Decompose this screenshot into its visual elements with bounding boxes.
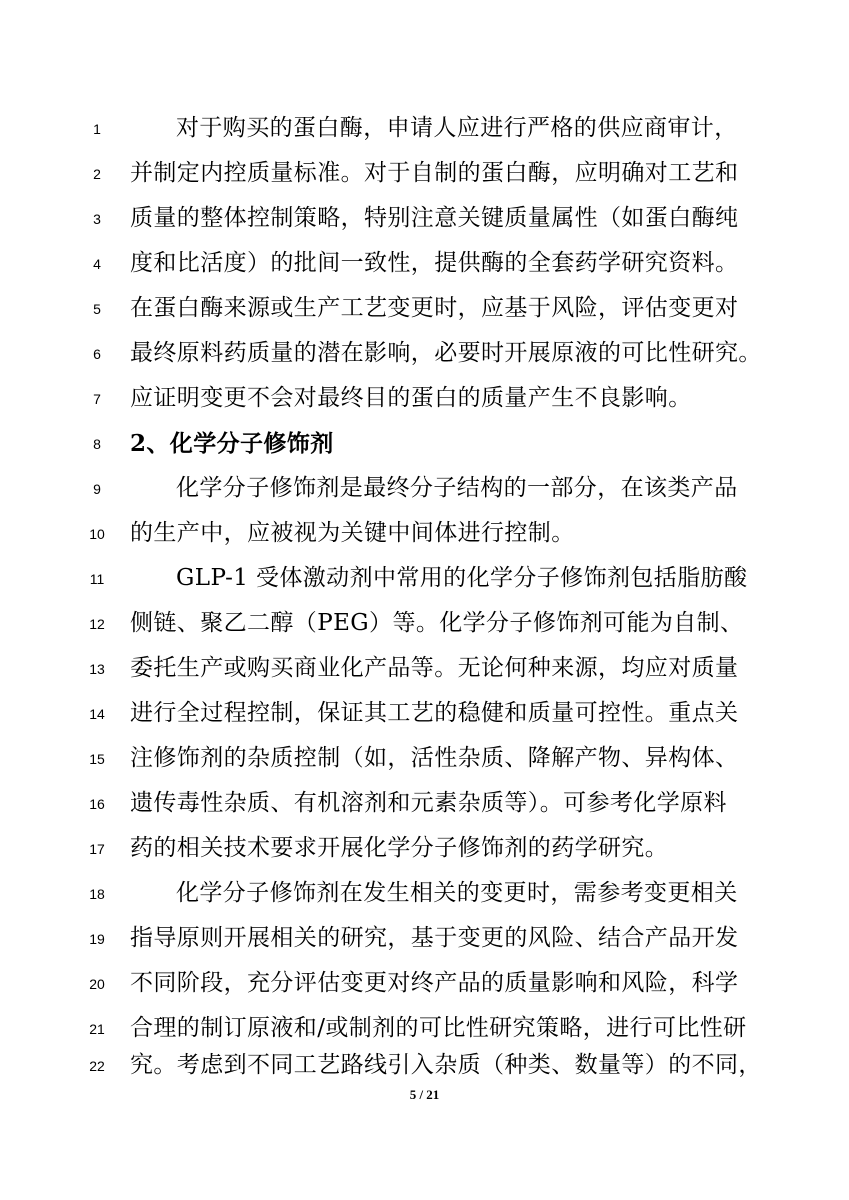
text-line	[0, 916, 849, 961]
line-number: 15	[89, 751, 105, 767]
line-number: 13	[89, 661, 105, 677]
line-number: 18	[89, 886, 105, 902]
line-text: 委托生产或购买商业化产品等。无论何种来源，均应对质量	[130, 655, 739, 681]
line-text: 质量的整体控制策略，特别注意关键质量属性（如蛋白酶纯	[130, 205, 739, 231]
line-text: 药的相关技术要求开展化学分子修饰剂的药学研究。	[130, 835, 669, 861]
text-line	[0, 871, 849, 916]
line-text: 化学分子修饰剂是最终分子结构的一部分，在该类产品	[176, 475, 738, 501]
line-number: 17	[89, 841, 105, 857]
text-line	[0, 601, 849, 646]
line-text: 化学分子修饰剂在发生相关的变更时，需参考变更相关	[176, 880, 738, 906]
line-number: 11	[89, 571, 105, 587]
line-number: 19	[89, 931, 105, 947]
section-heading: 2、化学分子修饰剂	[130, 430, 334, 457]
line-text: 注修饰剂的杂质控制（如，活性杂质、降解产物、异构体、	[130, 745, 739, 771]
text-line	[0, 736, 849, 781]
line-number: 1	[93, 121, 101, 137]
line-text: 的生产中，应被视为关键中间体进行控制。	[130, 520, 575, 546]
line-number: 8	[93, 436, 101, 452]
line-number: 14	[89, 706, 105, 722]
line-text: 究。考虑到不同工艺路线引入杂质（种类、数量等）的不同，	[130, 1052, 762, 1078]
text-line	[0, 466, 849, 511]
text-line	[0, 511, 849, 556]
text-line	[0, 781, 849, 826]
text-line	[0, 646, 849, 691]
text-line	[0, 151, 849, 196]
line-text: GLP-1 受体激动剂中常用的化学分子修饰剂包括脂肪酸	[176, 565, 748, 591]
line-number: 6	[93, 346, 101, 362]
line-number: 9	[93, 481, 101, 497]
line-text: 进行全过程控制，保证其工艺的稳健和质量可控性。重点关	[130, 700, 739, 726]
line-text: 指导原则开展相关的研究，基于变更的风险、结合产品开发	[130, 925, 739, 951]
line-number: 4	[93, 256, 101, 272]
line-text: 最终原料药质量的潜在影响，必要时开展原液的可比性研究。	[130, 340, 762, 366]
line-number: 12	[89, 616, 105, 632]
text-line	[0, 1043, 849, 1088]
line-text: 对于购买的蛋白酶，申请人应进行严格的供应商审计，	[176, 115, 738, 141]
line-text: 合理的制订原液和/或制剂的可比性研究策略，进行可比性研	[130, 1015, 747, 1041]
page-number: 5 / 21	[409, 1087, 440, 1102]
line-text: 遗传毒性杂质、有机溶剂和元素杂质等）。可参考化学原料	[130, 790, 727, 816]
text-line	[0, 241, 849, 286]
text-line	[0, 376, 849, 421]
text-line	[0, 691, 849, 736]
line-text: 并制定内控质量标准。对于自制的蛋白酶，应明确对工艺和	[130, 160, 739, 186]
line-number: 10	[89, 526, 105, 542]
text-line	[0, 961, 849, 1006]
line-number: 3	[93, 211, 101, 227]
line-number: 21	[89, 1021, 105, 1037]
line-number: 16	[89, 796, 105, 812]
line-number: 22	[89, 1058, 105, 1074]
text-line	[0, 331, 849, 376]
line-text: 在蛋白酶来源或生产工艺变更时，应基于风险，评估变更对	[130, 295, 739, 321]
text-line	[0, 286, 849, 331]
section-heading-line	[0, 421, 849, 466]
line-number: 7	[93, 391, 101, 407]
text-line	[0, 826, 849, 871]
text-line	[0, 196, 849, 241]
line-text: 侧链、聚乙二醇（PEG）等。化学分子修饰剂可能为自制、	[130, 610, 744, 636]
line-number: 2	[93, 166, 101, 182]
line-number: 5	[93, 301, 101, 317]
line-text: 不同阶段，充分评估变更对终产品的质量影响和风险，科学	[130, 970, 739, 996]
line-text: 应证明变更不会对最终目的蛋白的质量产生不良影响。	[130, 385, 692, 411]
line-text: 度和比活度）的批间一致性，提供酶的全套药学研究资料。	[130, 250, 739, 276]
text-line	[0, 556, 849, 601]
line-number: 20	[89, 976, 105, 992]
text-line	[0, 106, 849, 151]
